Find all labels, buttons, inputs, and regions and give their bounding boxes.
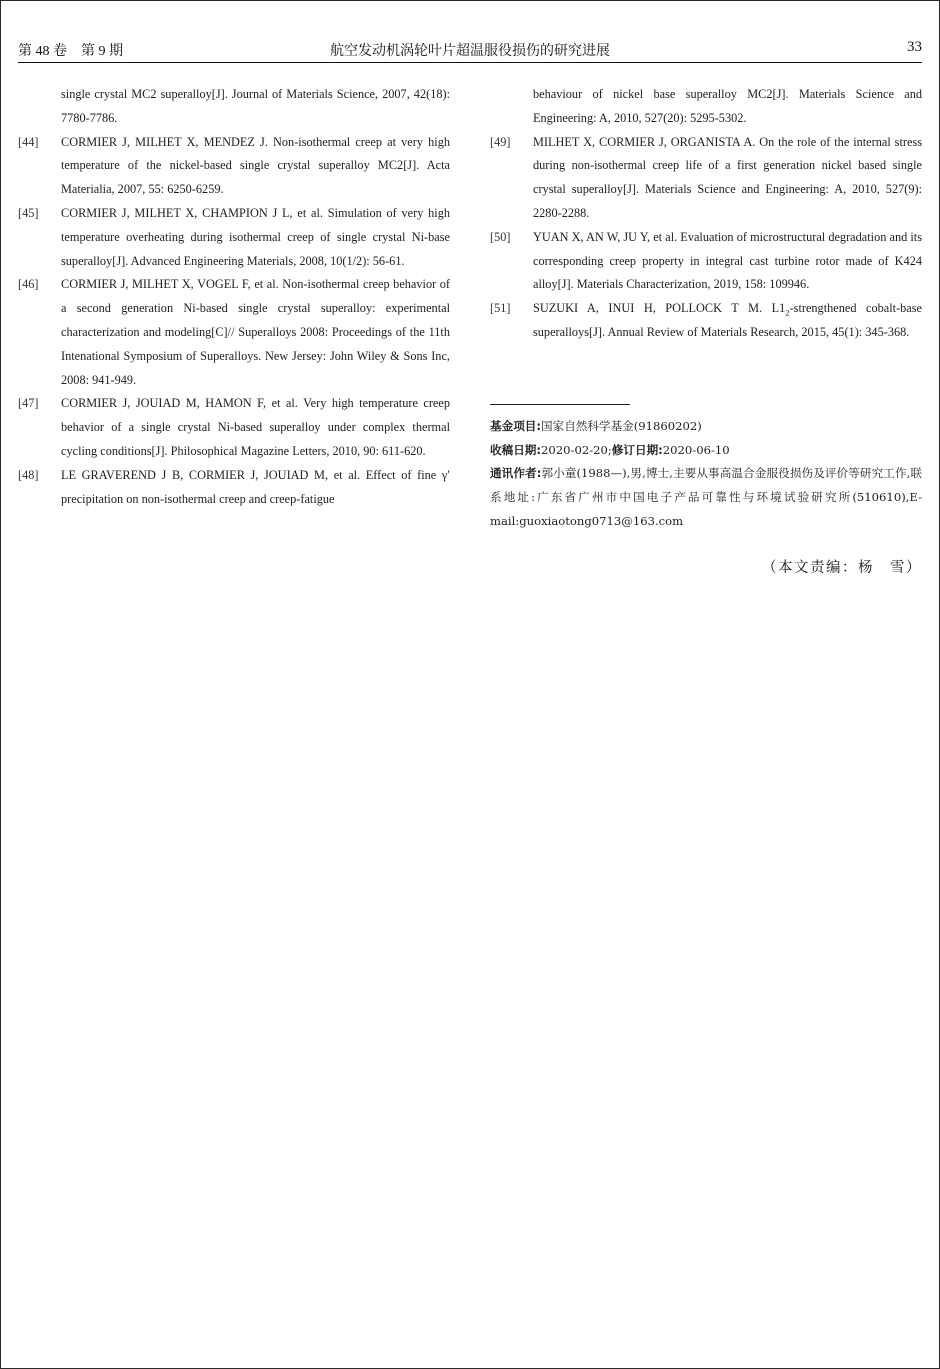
dates-footnote (490, 439, 922, 463)
reference-text: CORMIER J, MILHET X, VOGEL F, et al. Non-isothermal creep behavior of a second generation Ni-based single crystal superalloy: experimental characterization and modeling[C]// Superalloys 2008: Proceedings of the 11th Intenational Symposium of Superalloys. New Jersey: John Wiley & Sons Inc, 2008: 941-949. (61, 277, 450, 387)
editor-note: （本文责编：杨 雪） (762, 560, 922, 576)
reference-48 (18, 464, 450, 512)
reference-text: MILHET X, CORMIER J, ORGANISTA A. On the role of the internal stress during non-isothermal creep life of a first generation nickel based single crystal superalloy[J]. Materials Science and Engineering: A, 2010, 527(9): 2280-2288. (533, 134, 922, 220)
author-value: 郭小童(1988—),男,博士,主要从事高温合金服役损伤及评价等研究工作,联系地址:广东省广州市中国电子产品可靠性与环境试验研究所(510610),E-mail:guoxiaotong0713@163.com (490, 466, 923, 528)
reference-50 (490, 226, 922, 297)
reference-number: [46] (18, 277, 39, 292)
reference-number: [47] (18, 396, 39, 411)
header-rule (18, 62, 922, 63)
reference-47 (18, 392, 450, 463)
reference-number: [49] (490, 134, 511, 149)
reference-number: [44] (18, 134, 39, 149)
revised-label: 修订日期: (611, 442, 663, 457)
left-column (18, 83, 450, 511)
reference-46 (18, 273, 450, 392)
reference-number: [51] (490, 301, 511, 316)
reference-49 (490, 131, 922, 226)
author-footnote (490, 462, 922, 533)
reference-number: [50] (490, 229, 511, 244)
right-column (490, 83, 922, 345)
footnotes (490, 415, 922, 534)
reference-text: behaviour of nickel base superalloy MC2[J]. Materials Science and Engineering: A, 2010, 527(20): 5295-5302. (533, 87, 922, 125)
reference-text: CORMIER J, MILHET X, MENDEZ J. Non-isothermal creep at very high temperature of the nickel-based single crystal superalloy MC2[J]. Acta Materialia, 2007, 55: 6250-6259. (61, 134, 450, 197)
reference-text: YUAN X, AN W, JU Y, et al. Evaluation of microstructural degradation and its corresponding creep property in integral cast turbine rotor made of K424 alloy[J]. Materials Characterization, 2019, 158: 109946. (533, 229, 922, 292)
received-label: 收稿日期: (490, 442, 542, 457)
fund-footnote (490, 415, 922, 439)
reference-number: [45] (18, 205, 39, 220)
received-value: 2020-02-20; (541, 442, 612, 457)
reference-51 (490, 297, 922, 345)
reference-text-part: -strengthened cobalt-base superalloys[J]. Annual Review of Materials Research, 2015, 45(1): 345-368. (533, 301, 922, 339)
fund-label: 基金项目: (490, 419, 542, 433)
reference-text-part: SUZUKI A, INUI H, POLLOCK T M. L1 (533, 301, 786, 316)
reference-continuation (490, 83, 922, 131)
reference-text: LE GRAVEREND J B, CORMIER J, JOUIAD M, et al. Effect of fine γ′ precipitation on non-isothermal creep and creep-fatigue (61, 467, 450, 506)
running-header (18, 36, 922, 62)
fund-value: 国家自然科学基金(91860202) (541, 419, 702, 433)
reference-text (533, 297, 922, 345)
running-title: 航空发动机涡轮叶片超温服役损伤的研究进展 (330, 43, 610, 59)
reference-45 (18, 202, 450, 273)
reference-text: CORMIER J, JOUIAD M, HAMON F, et al. Very high temperature creep behavior of a single crystal Ni-based superalloy under complex thermal cycling conditions[J]. Philosophical Magazine Letters, 2010, 90: 611-620. (61, 396, 450, 458)
footnote-rule (490, 404, 630, 405)
reference-44 (18, 131, 450, 202)
revised-value: 2020-06-10 (662, 442, 730, 457)
reference-text: single crystal MC2 superalloy[J]. Journal of Materials Science, 2007, 42(18): 7780-7786. (61, 87, 450, 125)
reference-number: [48] (18, 467, 39, 482)
reference-continuation (18, 83, 450, 131)
page-number: 33 (907, 39, 922, 55)
subscript: 2 (785, 307, 790, 318)
volume-issue: 第 48 卷 第 9 期 (18, 44, 123, 59)
author-label: 通讯作者: (490, 466, 542, 481)
reference-text: CORMIER J, MILHET X, CHAMPION J L, et al. Simulation of very high temperature overheating during isothermal creep of single crystal Ni-base superalloy[J]. Advanced Engineering Materials, 2008, 10(1/2): 56-61. (61, 205, 450, 268)
